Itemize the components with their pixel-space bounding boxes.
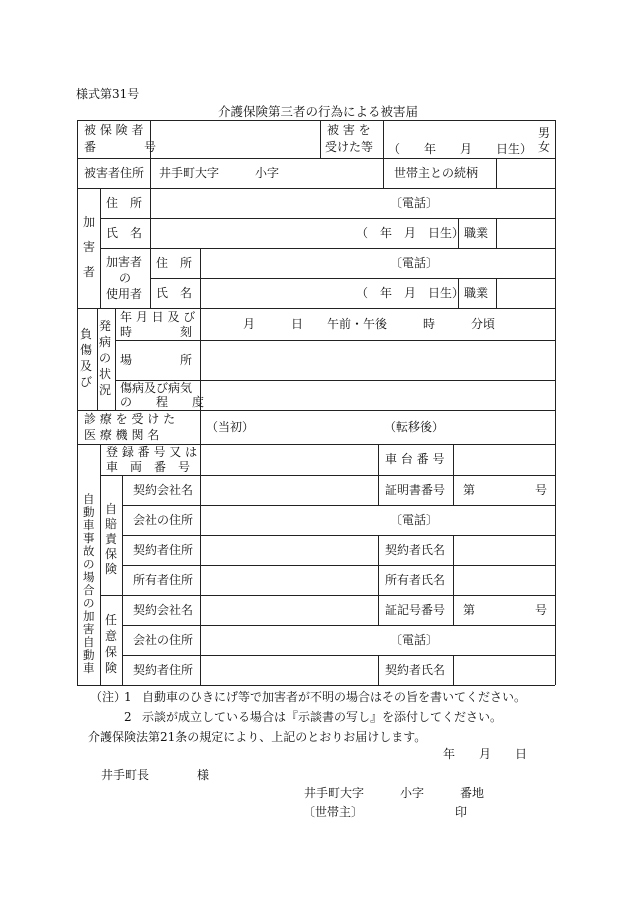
degree-label-2: の 程 度 <box>120 395 205 409</box>
assailant-address-label: 住 所 <box>106 196 143 210</box>
optional-label-4: 険 <box>105 661 118 675</box>
insured-number-label-2: 番 号 <box>84 140 157 154</box>
datetime-label-2: 時 刻 <box>120 325 193 339</box>
optional-label-3: 保 <box>105 645 118 659</box>
compulsory-label-3: 責 <box>105 532 118 546</box>
datetime-value[interactable]: 月 日 午前・午後 時 分頃 <box>243 317 496 331</box>
clinic-initial[interactable]: （当初） <box>206 420 255 434</box>
sex-male[interactable]: 男 <box>538 126 551 140</box>
injury-label-b-3: の <box>99 351 112 365</box>
opt-contractor-address-label: 契約者住所 <box>133 663 194 677</box>
chassis-label: 車 台 番 号 <box>385 452 445 466</box>
vehicle-group-label-5: 故 <box>83 544 95 558</box>
assailant-group-label-1: 加 <box>83 215 96 229</box>
employer-label-3: 使用者 <box>106 287 143 301</box>
injury-label-b-4: 状 <box>99 367 112 381</box>
comp-contractor-name-label: 契約者氏名 <box>385 543 446 557</box>
vehicle-group-label-11: 害 <box>83 622 95 636</box>
comp-owner-name-label: 所有者氏名 <box>385 573 446 587</box>
injury-label-a-2: 傷 <box>80 343 93 357</box>
clinic-label: 診 療 を 受 け た <box>84 412 176 426</box>
vehicle-group-label-13: 動 <box>83 648 95 662</box>
injury-label-b-2: 病 <box>99 335 112 349</box>
vehicle-group-label-10: 加 <box>83 609 95 623</box>
place-field[interactable] <box>202 342 553 378</box>
victim-address-value[interactable]: 井手町大字 小字 <box>159 166 280 180</box>
vehicle-group-label-8: 合 <box>83 583 95 597</box>
degree-field[interactable] <box>202 382 553 408</box>
optional-label-1: 任 <box>105 613 118 627</box>
injury-label-b-1: 発 <box>99 319 112 333</box>
vehicle-group-label-12: 自 <box>83 635 95 649</box>
registration-field[interactable] <box>202 446 376 473</box>
opt-cert-go: 号 <box>535 603 548 617</box>
comp-company-address-label: 会社の住所 <box>133 513 194 527</box>
note-1-number: 1 <box>124 690 132 704</box>
vehicle-group-label-3: 車 <box>83 518 95 532</box>
victim-birth-date[interactable]: （ 年 月 日生） <box>388 142 533 156</box>
opt-cert-dai: 第 <box>463 603 476 617</box>
employer-name-label: 氏 名 <box>156 286 193 300</box>
opt-cert-label: 証記号番号 <box>385 603 446 617</box>
registration-label: 登 録 番 号 又 は <box>106 445 198 459</box>
comp-contractor-address-label: 契約者住所 <box>133 543 194 557</box>
degree-label: 傷病及び病気 <box>120 381 193 395</box>
insured-number-field[interactable] <box>152 122 318 156</box>
opt-contractor-name-label: 契約者氏名 <box>385 663 446 677</box>
employer-label-1: 加害者 <box>106 255 143 269</box>
employer-occupation-label: 職業 <box>464 286 489 300</box>
victim-of-label: 被 害 を <box>327 123 371 137</box>
assailant-phone[interactable]: 〔電話〕 <box>390 196 439 210</box>
comp-cert-go: 号 <box>535 483 548 497</box>
relation-field[interactable] <box>498 160 553 186</box>
place-label: 場 所 <box>120 353 193 367</box>
form-number: 様式第31号 <box>76 87 140 101</box>
assailant-group-label-3: 者 <box>83 265 96 279</box>
vehicle-group-label-4: 事 <box>83 531 95 545</box>
victim-of-label-2: 受けた等 <box>325 140 374 154</box>
victim-address-label: 被害者住所 <box>84 166 145 180</box>
sex-female[interactable]: 女 <box>538 140 551 154</box>
vehicle-group-label-1: 自 <box>83 492 95 506</box>
notes-prefix: （注） <box>90 690 127 704</box>
compulsory-label-5: 険 <box>105 562 118 576</box>
form-title: 介護保険第三者の行為による被害届 <box>218 104 419 119</box>
datetime-label: 年 月 日 及 び <box>120 310 196 324</box>
comp-company-label: 契約会社名 <box>133 483 194 497</box>
chassis-field[interactable] <box>455 446 553 473</box>
vehicle-group-label-2: 動 <box>83 505 95 519</box>
opt-company-address-label: 会社の住所 <box>133 633 194 647</box>
declaration: 介護保険法第21条の規定により、上記のとおりお届けします。 <box>88 730 427 744</box>
relation-label: 世帯主との続柄 <box>394 166 479 180</box>
vehicle-group-label-9: の <box>83 596 95 610</box>
note-2-number: 2 <box>124 710 132 724</box>
assailant-group-label-2: 害 <box>83 240 96 254</box>
victim-name-field[interactable] <box>386 122 526 142</box>
comp-phone[interactable]: 〔電話〕 <box>390 513 439 527</box>
employer-birth[interactable]: （ 年 月 日生） <box>356 286 465 300</box>
vehicle-group-label-6: の <box>83 557 95 571</box>
note-2-text: 示談が成立している場合は『示談書の写し』を添付してください。 <box>142 710 503 724</box>
comp-cert-label: 証明書番号 <box>385 483 446 497</box>
compulsory-label-4: 保 <box>105 547 118 561</box>
assailant-occupation-label: 職業 <box>464 226 489 240</box>
insured-number-label: 被 保 険 者 <box>84 123 144 137</box>
vehicle-group-label-7: 場 <box>83 570 95 584</box>
assailant-birth[interactable]: （ 年 月 日生） <box>356 226 465 240</box>
employer-address-label: 住 所 <box>156 256 193 270</box>
injury-label-a-3: 及 <box>80 359 93 373</box>
clinic-after[interactable]: （転移後） <box>384 420 445 434</box>
householder-label: 〔世帯主〕 <box>303 805 364 819</box>
assailant-name-label: 氏 名 <box>106 226 143 240</box>
employer-label-2: の <box>119 271 132 285</box>
employer-phone[interactable]: 〔電話〕 <box>390 256 439 270</box>
comp-cert-dai: 第 <box>463 483 476 497</box>
note-1-text: 自動車のひきにげ等で加害者が不明の場合はその旨を書いてください。 <box>142 690 527 704</box>
registration-label-2: 車 両 番 号 <box>106 460 191 474</box>
opt-phone[interactable]: 〔電話〕 <box>390 633 439 647</box>
comp-owner-address-label: 所有者住所 <box>133 573 194 587</box>
clinic-label-2: 医 療 機 関 名 <box>84 428 160 442</box>
submission-date[interactable]: 年 月 日 <box>443 747 528 761</box>
compulsory-label-1: 自 <box>105 502 118 516</box>
addressee: 井手町長 様 <box>101 768 210 782</box>
injury-label-a-4: び <box>80 375 93 389</box>
vehicle-group-label-14: 車 <box>83 661 95 675</box>
injury-label-b-5: 況 <box>99 383 112 397</box>
opt-company-label: 契約会社名 <box>133 603 194 617</box>
compulsory-label-2: 賠 <box>105 517 118 531</box>
optional-label-2: 意 <box>105 629 118 643</box>
seal-mark: 印 <box>455 805 468 819</box>
injury-label-a-1: 負 <box>80 327 93 341</box>
applicant-address[interactable]: 井手町大字 小字 番地 <box>304 786 485 800</box>
